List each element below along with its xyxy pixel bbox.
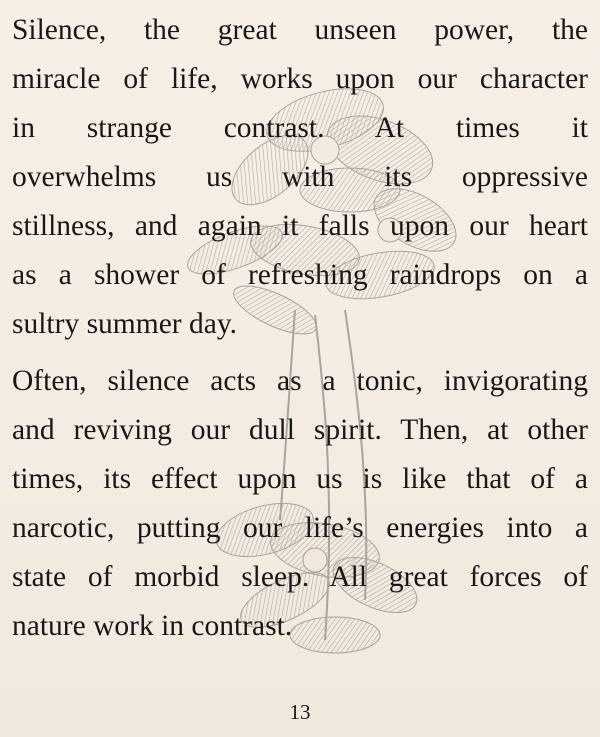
text-line: in strange contrast. At times it (12, 112, 588, 144)
text-line: overwhelms us with its oppressive (12, 161, 588, 193)
text-line: Silence, the great unseen power, the (12, 14, 588, 46)
text-line: state of morbid sleep. All great forces of (12, 561, 588, 593)
page-number: 13 (289, 700, 311, 724)
paragraph-2 (12, 357, 588, 651)
text-line: sultry summer day. (12, 308, 238, 340)
text-line: times, its effect upon us is like that of a (12, 463, 588, 495)
text-line: narcotic, putting our life’s energies into a (12, 512, 588, 544)
paragraph-1 (12, 6, 588, 349)
text-line: stillness, and again it falls upon our heart (12, 210, 588, 242)
text-line: miracle of life, works upon our character (12, 63, 588, 95)
text-line: and reviving our dull spirit. Then, at other (12, 414, 588, 446)
text-line: Often, silence acts as a tonic, invigorating (12, 365, 588, 397)
text-line: as a shower of refreshing raindrops on a (12, 259, 588, 291)
text-line: nature work in contrast. (12, 610, 293, 642)
